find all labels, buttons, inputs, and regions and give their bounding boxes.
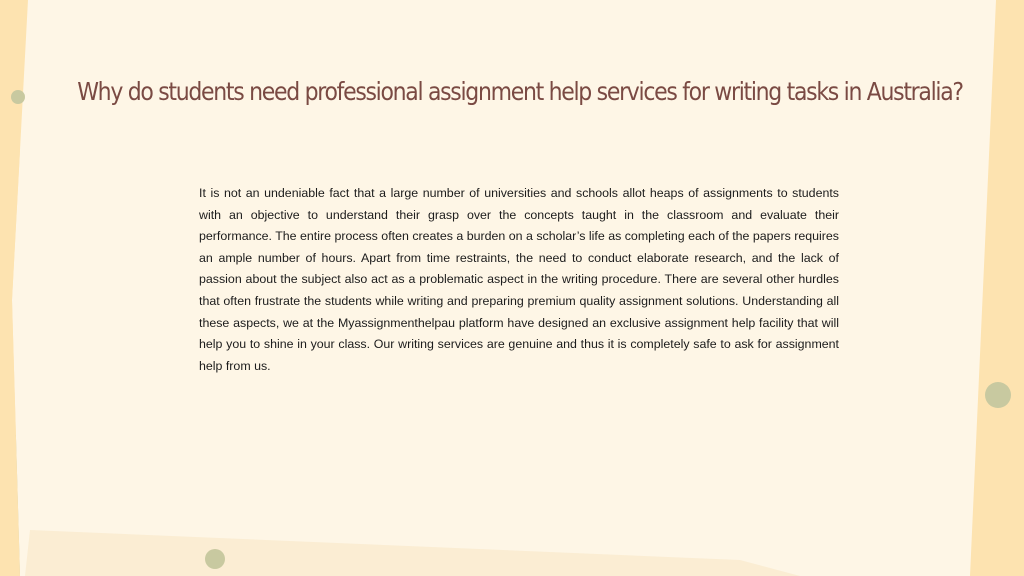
slide-body-paragraph: It is not an undeniable fact that a large number of universities and schools allot heaps of assignments to students with an objective to understand their grasp over the concepts taught in the classroom and evaluate their performance. The entire process often creates a burden on a scholar’s life as completing each of the papers requires an ample number of hours. Apart from time restraints, the need to conduct elaborate research, and the lack of passion about the subject also act as a problematic aspect in the writing procedure. There are several other hurdles that often frustrate the students while writing and preparing premium quality assignment solutions. Understanding all these aspects, we at the Myassignmenthelpau platform have designed an exclusive assignment help facility that will help you to shine in your class. Our writing services are genuine and thus it is completely safe to ask for assignment help from us. (199, 186, 839, 373)
decorative-dot-left (11, 90, 25, 104)
decorative-dot-bottom (205, 549, 225, 569)
slide-title: Why do students need professional assignment help services for writing tasks in Australia? (77, 78, 963, 107)
decorative-dot-right (985, 382, 1011, 408)
